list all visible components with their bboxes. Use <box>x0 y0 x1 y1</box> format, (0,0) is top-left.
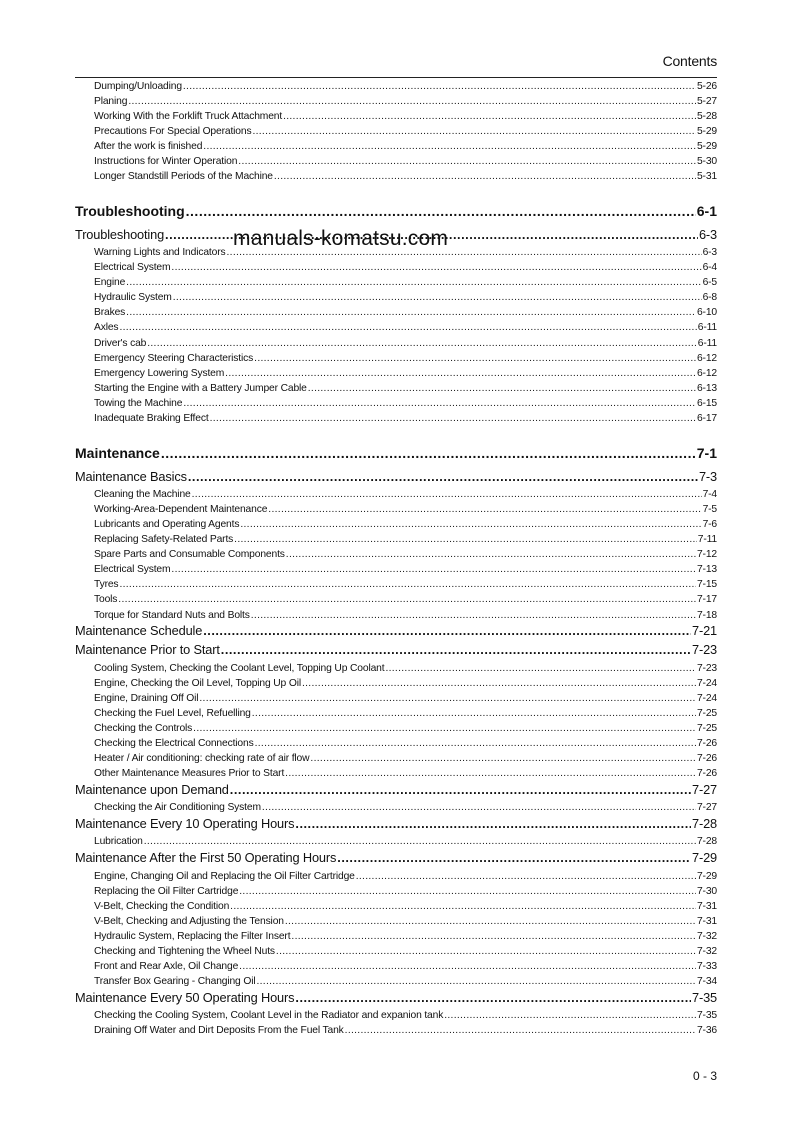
toc-entry-label: Checking the Fuel Level, Refuelling <box>94 708 251 719</box>
toc-entry-label: Emergency Steering Characteristics <box>94 353 254 364</box>
toc-entry-page: 6-11 <box>697 322 717 333</box>
dot-leader <box>274 170 696 184</box>
toc-subsection-entry[interactable] <box>75 321 717 335</box>
toc-entry-label: Electrical System <box>94 564 171 575</box>
toc-subsection-entry[interactable] <box>75 337 717 351</box>
header-rule <box>75 77 717 78</box>
toc-entry-page: 7-26 <box>696 753 717 764</box>
dot-leader <box>444 1009 696 1023</box>
dot-leader <box>171 563 696 577</box>
toc-entry-page: 7-30 <box>696 886 717 897</box>
toc-subsection-entry[interactable] <box>75 767 717 781</box>
toc-entry-label: Checking the Controls <box>94 723 193 734</box>
toc-entry-page: 7-24 <box>696 678 717 689</box>
toc-entry-label: Working-Area-Dependent Maintenance <box>94 504 268 515</box>
toc-entry-page: 7-13 <box>696 564 717 575</box>
toc-subsection-entry[interactable] <box>75 870 717 884</box>
dot-leader <box>252 125 696 139</box>
toc-entry-page: 6-17 <box>696 413 717 424</box>
toc-subsection-entry[interactable] <box>75 306 717 320</box>
toc-entry-label: Engine, Changing Oil and Replacing the Oil Filter Cartridge <box>94 871 355 882</box>
toc-entry-page: 7-32 <box>696 946 717 957</box>
toc-section-entry[interactable] <box>75 782 717 798</box>
toc-subsection-entry[interactable] <box>75 110 717 124</box>
dot-leader <box>147 337 697 351</box>
toc-entry-page: 6-1 <box>696 203 717 219</box>
toc-subsection-entry[interactable] <box>75 801 717 815</box>
dot-leader <box>199 692 696 706</box>
toc-entry-label: Axles <box>94 322 119 333</box>
toc-entry-page: 7-3 <box>698 469 717 484</box>
toc-entry-label: Checking the Air Conditioning System <box>94 802 261 813</box>
toc-entry-page: 7-17 <box>696 594 717 605</box>
toc-entry-page: 6-3 <box>698 227 717 242</box>
toc-entry-label: Brakes <box>94 307 126 318</box>
toc-subsection-entry[interactable] <box>75 945 717 959</box>
dot-leader <box>186 202 696 220</box>
toc-subsection-entry[interactable] <box>75 835 717 849</box>
toc-subsection-entry[interactable] <box>75 95 717 109</box>
dot-leader <box>268 503 701 517</box>
dot-leader <box>251 609 696 623</box>
toc-entry-label: Precautions For Special Operations <box>94 126 252 137</box>
toc-entry-label: Maintenance Basics <box>75 469 187 484</box>
toc-entry-page: 7-5 <box>702 504 717 515</box>
toc-entry-page: 6-15 <box>696 398 717 409</box>
toc-subsection-entry[interactable] <box>75 692 717 706</box>
toc-entry-page: 5-31 <box>696 171 717 182</box>
toc-subsection-entry[interactable] <box>75 80 717 94</box>
toc-entry-label: Transfer Box Gearing - Changing Oil <box>94 976 256 987</box>
dot-leader <box>254 352 696 366</box>
toc-entry-label: Checking the Cooling System, Coolant Level in the Radiator and expanion tank <box>94 1010 444 1021</box>
toc-entry-page: 7-35 <box>691 990 717 1005</box>
dot-leader <box>310 752 696 766</box>
toc-entry-page: 6-12 <box>696 353 717 364</box>
dot-leader <box>356 870 696 884</box>
dot-leader <box>210 412 696 426</box>
toc-subsection-entry[interactable] <box>75 915 717 929</box>
toc-subsection-entry[interactable] <box>75 930 717 944</box>
toc-subsection-entry[interactable] <box>75 170 717 184</box>
toc-entry-page: 7-26 <box>696 738 717 749</box>
toc-subsection-entry[interactable] <box>75 677 717 691</box>
toc-entry-label: Maintenance Prior to Start <box>75 642 220 657</box>
dot-leader <box>161 444 696 462</box>
toc-entry-page: 6-11 <box>697 338 717 349</box>
toc-subsection-entry[interactable] <box>75 140 717 154</box>
toc-chapter-entry[interactable] <box>75 202 717 220</box>
toc-entry-label: Torque for Standard Nuts and Bolts <box>94 610 250 621</box>
dot-leader <box>337 850 691 866</box>
dot-leader <box>128 95 696 109</box>
toc-entry-page: 7-35 <box>696 1010 717 1021</box>
toc-entry-page: 7-28 <box>691 816 717 831</box>
toc-section-entry[interactable] <box>75 850 717 866</box>
toc-entry-label: Cooling System, Checking the Coolant Level, Topping Up Coolant <box>94 663 385 674</box>
dot-leader <box>238 155 696 169</box>
toc-entry-page: 7-32 <box>696 931 717 942</box>
toc-entry-page: 7-4 <box>702 489 717 500</box>
toc-entry-label: Electrical System <box>94 262 171 273</box>
toc-entry-page: 5-28 <box>696 111 717 122</box>
toc-subsection-entry[interactable] <box>75 503 717 517</box>
dot-leader <box>119 321 696 335</box>
toc-entry-label: Instructions for Winter Operation <box>94 156 238 167</box>
page-header <box>75 52 717 74</box>
toc-entry-page: 5-30 <box>696 156 717 167</box>
toc-subsection-entry[interactable] <box>75 578 717 592</box>
toc-entry-page: 6-13 <box>696 383 717 394</box>
toc-entry-label: After the work is finished <box>94 141 203 152</box>
toc-subsection-entry[interactable] <box>75 1009 717 1023</box>
dot-leader <box>286 548 696 562</box>
toc-subsection-entry[interactable] <box>75 707 717 721</box>
toc-entry-label: Replacing the Oil Filter Cartridge <box>94 886 239 897</box>
toc-entry-page: 7-12 <box>696 549 717 560</box>
dot-leader <box>188 469 698 485</box>
toc-entry-label: Tyres <box>94 579 119 590</box>
toc-subsection-entry[interactable] <box>75 533 717 547</box>
dot-leader <box>276 945 696 959</box>
dot-leader <box>285 915 696 929</box>
toc-entry-label: Hydraulic System <box>94 292 172 303</box>
toc-entry-page: 6-5 <box>702 277 717 288</box>
toc-entry-label: Maintenance upon Demand <box>75 782 229 797</box>
toc-entry-page: 7-1 <box>696 445 717 461</box>
toc-entry-page: 7-33 <box>696 961 717 972</box>
toc-entry-label: Front and Rear Axle, Oil Change <box>94 961 239 972</box>
toc-entry-label: Checking the Electrical Connections <box>94 738 254 749</box>
toc-entry-label: Maintenance After the First 50 Operating Hours <box>75 850 337 865</box>
toc-entry-page: 7-15 <box>696 579 717 590</box>
toc-entry-page: 7-27 <box>696 802 717 813</box>
toc-subsection-entry[interactable] <box>75 261 717 275</box>
dot-leader <box>126 276 701 290</box>
toc-entry-label: Hydraulic System, Replacing the Filter Insert <box>94 931 291 942</box>
dot-leader <box>385 662 696 676</box>
dot-leader <box>239 960 696 974</box>
toc-entry-label: Engine <box>94 277 126 288</box>
toc-subsection-entry[interactable] <box>75 1024 717 1038</box>
dot-leader <box>252 707 696 721</box>
toc-subsection-entry[interactable] <box>75 412 717 426</box>
toc-entry-page: 7-31 <box>696 916 717 927</box>
dot-leader <box>183 397 696 411</box>
dot-leader <box>192 488 702 502</box>
toc-entry-page: 7-27 <box>691 782 717 797</box>
toc-subsection-entry[interactable] <box>75 752 717 766</box>
dot-leader <box>295 990 691 1006</box>
toc-section-entry[interactable] <box>75 642 717 658</box>
toc-subsection-entry[interactable] <box>75 975 717 989</box>
dot-leader <box>118 593 696 607</box>
dot-leader <box>285 767 696 781</box>
toc-entry-page: 6-8 <box>702 292 717 303</box>
toc-entry-page: 7-23 <box>696 663 717 674</box>
toc-section-entry[interactable] <box>75 469 717 485</box>
toc-subsection-entry[interactable] <box>75 722 717 736</box>
toc-entry-page: 7-29 <box>696 871 717 882</box>
toc-entry-page: 7-31 <box>696 901 717 912</box>
toc-entry-page: 7-21 <box>691 623 717 638</box>
toc-subsection-entry[interactable] <box>75 518 717 532</box>
dot-leader <box>193 722 696 736</box>
toc-subsection-entry[interactable] <box>75 960 717 974</box>
toc-entry-label: Driver's cab <box>94 338 147 349</box>
toc-entry-label: Lubricants and Operating Agents <box>94 519 240 530</box>
toc-subsection-entry[interactable] <box>75 352 717 366</box>
toc-subsection-entry[interactable] <box>75 488 717 502</box>
toc-entry-label: V-Belt, Checking and Adjusting the Tension <box>94 916 284 927</box>
toc-entry-label: Spare Parts and Consumable Components <box>94 549 285 560</box>
dot-leader <box>295 816 691 832</box>
toc-entry-label: Heater / Air conditioning: checking rate of air flow <box>94 753 310 764</box>
toc-entry-page: 7-25 <box>696 708 717 719</box>
toc-section-entry[interactable] <box>75 990 717 1006</box>
toc-subsection-entry[interactable] <box>75 737 717 751</box>
toc-entry-label: Inadequate Braking Effect <box>94 413 209 424</box>
dot-leader <box>230 900 696 914</box>
toc-entry-label: Other Maintenance Measures Prior to Start <box>94 768 285 779</box>
dot-leader <box>240 518 701 532</box>
dot-leader <box>225 367 696 381</box>
toc-subsection-entry[interactable] <box>75 291 717 305</box>
watermark: manuals-komatsu.com <box>233 227 449 250</box>
toc-entry-page: 7-36 <box>696 1025 717 1036</box>
toc-entry-label: Maintenance Schedule <box>75 623 203 638</box>
toc-entry-page: 7-25 <box>696 723 717 734</box>
dot-leader <box>291 930 696 944</box>
toc-entry-page: 7-29 <box>691 850 717 865</box>
dot-leader <box>234 533 697 547</box>
toc-entry-label: Draining Off Water and Dirt Deposits From the Fuel Tank <box>94 1025 344 1036</box>
toc-entry-label: Replacing Safety-Related Parts <box>94 534 234 545</box>
toc-entry-label: Troubleshooting <box>75 227 165 242</box>
toc-entry-label: Working With the Forklift Truck Attachment <box>94 111 283 122</box>
toc-entry-page: 6-12 <box>696 368 717 379</box>
toc-entry-page: 7-18 <box>696 610 717 621</box>
dot-leader <box>256 975 696 989</box>
toc-entry-label: Lubrication <box>94 836 143 847</box>
toc-subsection-entry[interactable] <box>75 276 717 290</box>
dot-leader <box>221 642 691 658</box>
dot-leader <box>126 306 696 320</box>
dot-leader <box>173 291 702 305</box>
dot-leader <box>203 623 691 639</box>
toc-entry-page: 5-26 <box>696 81 717 92</box>
toc-entry-label: Engine, Draining Off Oil <box>94 693 199 704</box>
toc-entry-label: Planing <box>94 96 128 107</box>
toc-entry-page: 6-3 <box>702 247 717 258</box>
toc-entry-label: Towing the Machine <box>94 398 183 409</box>
dot-leader <box>262 801 696 815</box>
toc-entry-label: Maintenance Every 10 Operating Hours <box>75 816 295 831</box>
toc-entry-label: Troubleshooting <box>75 203 185 219</box>
toc-entry-page: 5-27 <box>696 96 717 107</box>
toc-entry-page: 7-28 <box>696 836 717 847</box>
toc-entry-page: 6-4 <box>702 262 717 273</box>
toc-entry-label: Longer Standstill Periods of the Machine <box>94 171 273 182</box>
toc-subsection-entry[interactable] <box>75 593 717 607</box>
toc-subsection-entry[interactable] <box>75 382 717 396</box>
toc-entry-label: V-Belt, Checking the Condition <box>94 901 230 912</box>
toc-entry-page: 7-24 <box>696 693 717 704</box>
toc-entry-page: 7-11 <box>697 534 717 545</box>
page-number: 0 - 3 <box>693 1069 718 1083</box>
dot-leader <box>283 110 696 124</box>
toc-entry-page: 5-29 <box>696 141 717 152</box>
toc-entry-label: Tools <box>94 594 118 605</box>
dot-leader <box>255 737 696 751</box>
dot-leader <box>183 80 696 94</box>
toc-subsection-entry[interactable] <box>75 125 717 139</box>
toc-subsection-entry[interactable] <box>75 662 717 676</box>
toc-subsection-entry[interactable] <box>75 563 717 577</box>
toc-entry-label: Starting the Engine with a Battery Jumper Cable <box>94 383 307 394</box>
dot-leader <box>239 885 696 899</box>
toc-entry-page: 6-10 <box>696 307 717 318</box>
toc-entry-label: Engine, Checking the Oil Level, Topping Up Oil <box>94 678 301 689</box>
toc-subsection-entry[interactable] <box>75 885 717 899</box>
toc-subsection-entry[interactable] <box>75 155 717 169</box>
toc-entry-label: Maintenance Every 50 Operating Hours <box>75 990 295 1005</box>
toc-entry-page: 5-29 <box>696 126 717 137</box>
dot-leader <box>144 835 696 849</box>
dot-leader <box>230 782 691 798</box>
toc-subsection-entry[interactable] <box>75 367 717 381</box>
toc-subsection-entry[interactable] <box>75 609 717 623</box>
dot-leader <box>203 140 696 154</box>
toc-subsection-entry[interactable] <box>75 548 717 562</box>
toc-chapter-entry[interactable] <box>75 444 717 462</box>
toc-section-entry[interactable] <box>75 623 717 639</box>
toc-entry-page: 7-34 <box>696 976 717 987</box>
toc-entry-label: Checking and Tightening the Wheel Nuts <box>94 946 275 957</box>
toc-entry-label: Cleaning the Machine <box>94 489 191 500</box>
toc-entry-label: Warning Lights and Indicators <box>94 247 226 258</box>
toc-entry-page: 7-26 <box>696 768 717 779</box>
toc-entry-label: Maintenance <box>75 445 160 461</box>
toc-entry-page: 7-23 <box>691 642 717 657</box>
toc-entry-label: Emergency Lowering System <box>94 368 225 379</box>
toc-subsection-entry[interactable] <box>75 900 717 914</box>
toc-entry-page: 7-6 <box>702 519 717 530</box>
header-title: Contents <box>662 53 717 69</box>
dot-leader <box>302 677 696 691</box>
dot-leader <box>308 382 696 396</box>
toc-subsection-entry[interactable] <box>75 397 717 411</box>
dot-leader <box>171 261 701 275</box>
dot-leader <box>119 578 696 592</box>
dot-leader <box>345 1024 696 1038</box>
toc-section-entry[interactable] <box>75 816 717 832</box>
toc-entry-label: Dumping/Unloading <box>94 81 182 92</box>
